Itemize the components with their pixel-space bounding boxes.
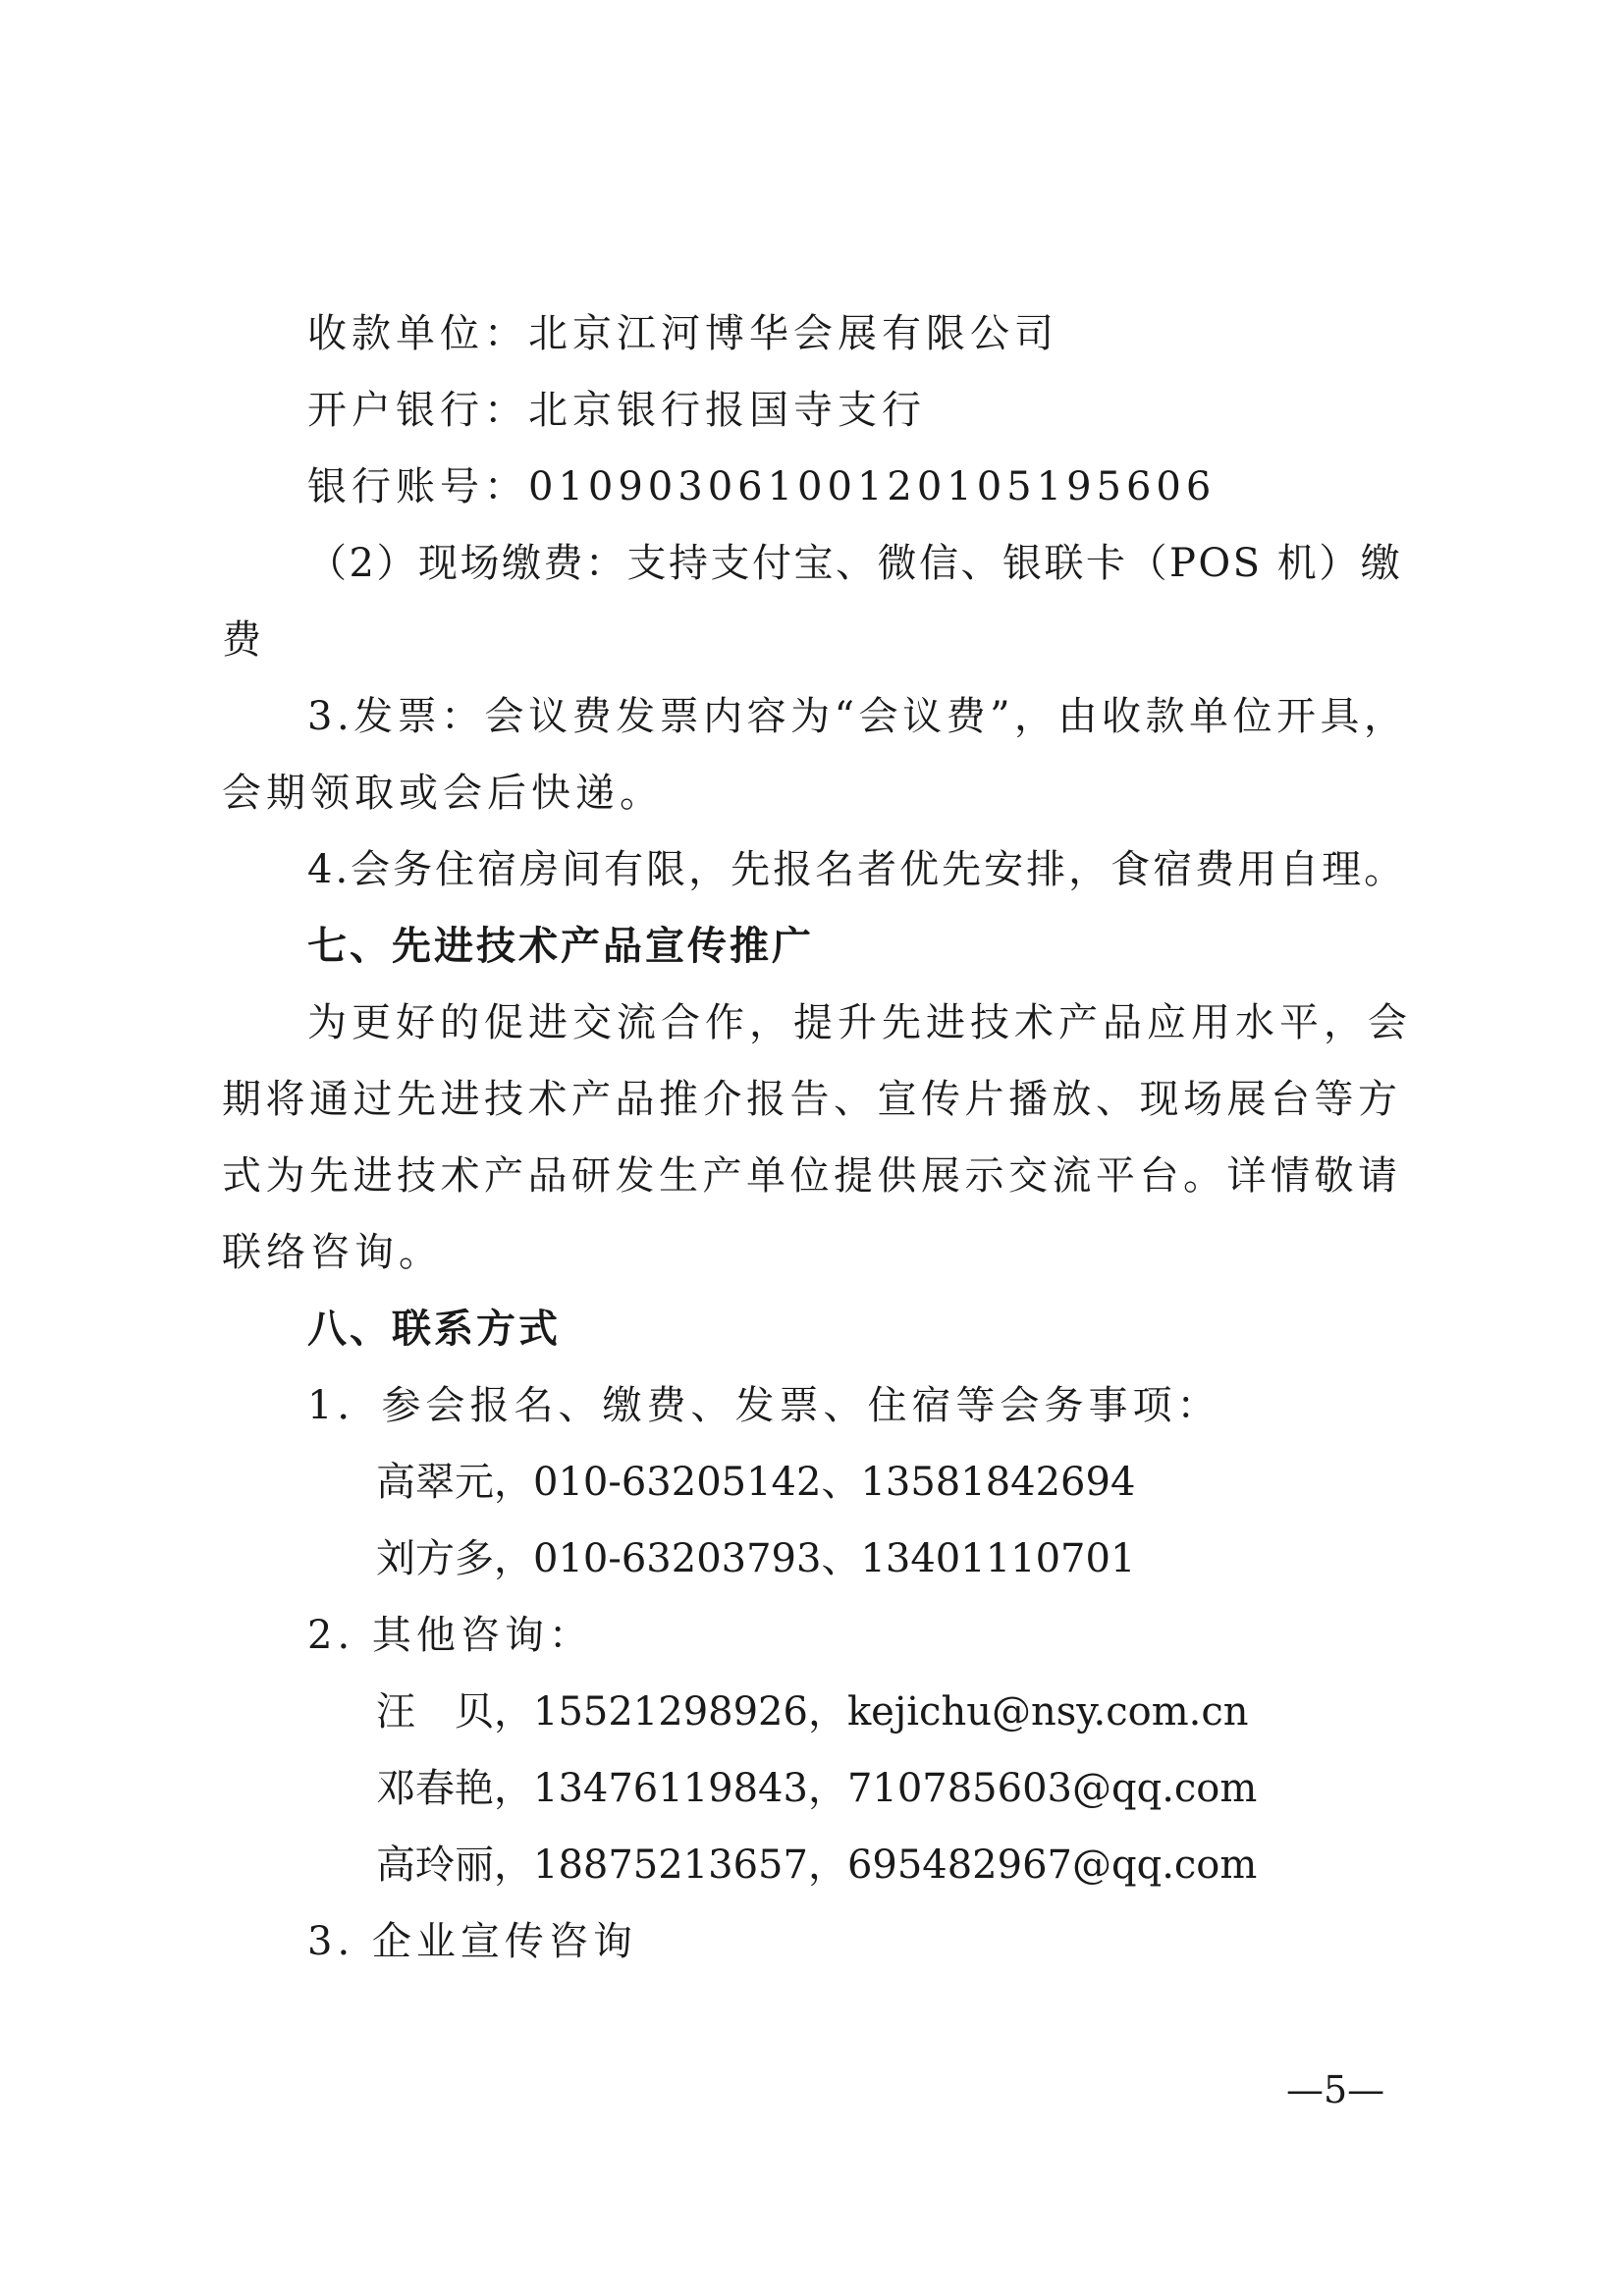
page-number: —5—	[1286, 2068, 1385, 2111]
section-7-paragraph-line: 式为先进技术产品研发生产单位提供展示交流平台。详情敬请	[222, 1153, 1402, 1199]
payee-line: 收款单位：北京江河博华会展有限公司	[307, 311, 1058, 356]
section-7-paragraph-line: 联络咨询。	[222, 1230, 443, 1275]
contact-item-3-title: 3. 企业宣传咨询	[307, 1919, 637, 1964]
onsite-payment-line-cont: 费	[222, 617, 266, 663]
account-line: 银行账号：01090306100120105195606	[307, 464, 1217, 509]
invoice-line: 3.发票：会议费发票内容为“会议费”，由收款单位开具，	[307, 694, 1408, 739]
section-8-heading: 八、联系方式	[307, 1307, 561, 1352]
section-7-paragraph-line: 期将通过先进技术产品推介报告、宣传片播放、现场展台等方	[222, 1077, 1402, 1122]
lodging-line: 4.会务住宿房间有限，先报名者优先安排，食宿费用自理。	[307, 847, 1407, 892]
contact-line: 高玲丽，18875213657，695482967@qq.com	[376, 1842, 1258, 1888]
contact-item-2-title: 2. 其他咨询：	[307, 1613, 593, 1658]
contact-line: 高翠元，010-63205142、13581842694	[376, 1460, 1136, 1505]
onsite-payment-line: （2）现场缴费：支持支付宝、微信、银联卡（POS 机）缴	[307, 541, 1403, 586]
section-7-heading: 七、先进技术产品宣传推广	[307, 924, 814, 969]
section-7-paragraph-line: 为更好的促进交流合作，提升先进技术产品应用水平，会	[307, 1000, 1412, 1045]
contact-item-1-title: 1．参会报名、缴费、发票、住宿等会务事项：	[307, 1383, 1221, 1428]
contact-line: 汪 贝，15521298926，kejichu@nsy.com.cn	[376, 1689, 1249, 1735]
invoice-line-cont: 会期领取或会后快递。	[222, 771, 664, 816]
contact-line: 邓春艳，13476119843，710785603@qq.com	[376, 1766, 1258, 1811]
bank-line: 开户银行：北京银行报国寺支行	[307, 388, 926, 433]
contact-line: 刘方多，010-63203793、13401110701	[376, 1536, 1136, 1581]
